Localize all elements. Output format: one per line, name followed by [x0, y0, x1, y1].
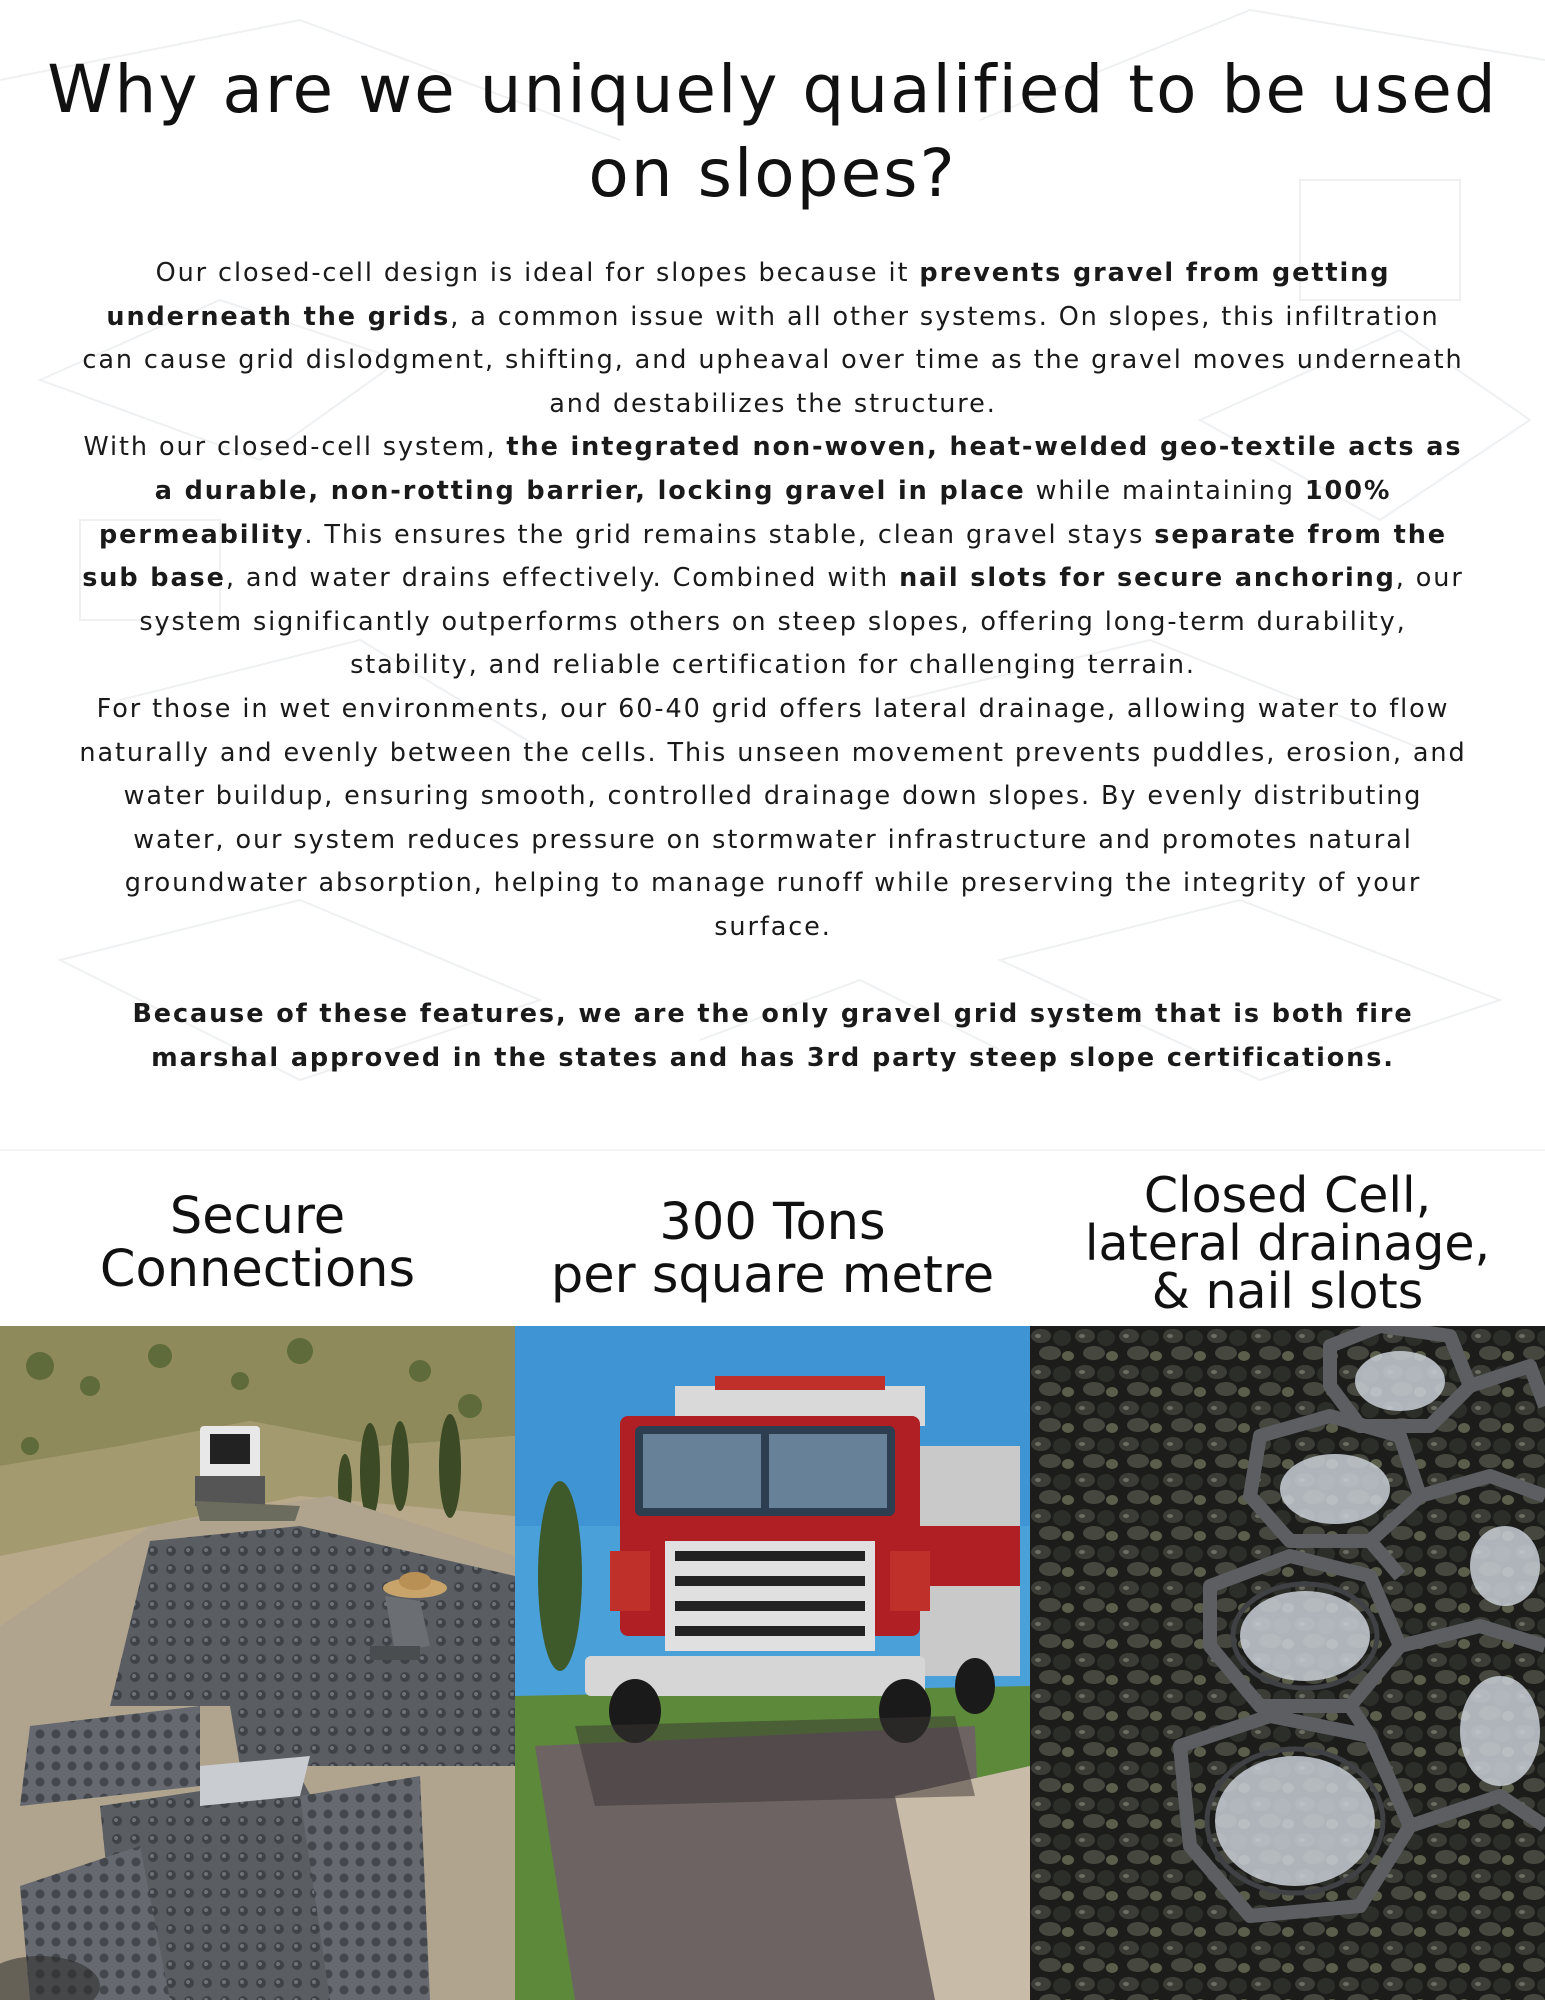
feature-line: Closed Cell, — [1143, 1167, 1432, 1224]
fire-truck-image — [515, 1326, 1030, 2000]
paragraph-spacer — [78, 950, 1468, 994]
feature-title-closed-cell — [1035, 1167, 1540, 1320]
text-span: , and water drains effectively. Combined with — [225, 563, 900, 594]
text-span: Our closed-cell design is ideal for slopes because it — [155, 258, 920, 288]
closed-cell-grid-image — [1030, 1326, 1545, 2000]
text-span: With our closed-cell system, — [83, 432, 507, 463]
text-span: . This ensures the grid remains stable, clean gravel stays — [304, 519, 1155, 550]
page-title: Why are we uniquely qualified to be used on slopes? — [47, 51, 1498, 212]
feature-title-300-tons — [520, 1193, 1025, 1305]
closed-cell-grid-photo — [1030, 1326, 1545, 2000]
feature-line: 300 Tons — [659, 1193, 886, 1252]
bold-phrase: nail slots for secure anchoring — [899, 563, 1396, 594]
feature-line: lateral drainage, — [1084, 1215, 1491, 1272]
feature-line: & nail slots — [1151, 1263, 1424, 1320]
paragraph-slopes — [78, 252, 1468, 426]
text-span: while maintaining — [1025, 475, 1305, 506]
bold-phrase: 100% permeability — [99, 475, 1392, 550]
feature-title-secure-connections — [20, 1187, 495, 1299]
text-span: , our system significantly outperforms others on steep slopes, offering long-term durability, stability, and reliable certification for challenging terrain. — [139, 563, 1464, 681]
feature-line: per square metre — [550, 1246, 995, 1305]
paragraph-closed-cell — [78, 426, 1468, 688]
slope-installation-photo — [0, 1326, 515, 2000]
text-span: , a common issue with all other systems. On slopes, this infiltration can cause grid dislodgment, shifting, and upheaval over time as the gravel moves underneath and destabilizes the structure. — [82, 301, 1464, 419]
bold-phrase: prevents gravel from getting underneath the grids — [106, 258, 1391, 332]
paragraph-wet-environments: For those in wet environments, our 60-40 grid offers lateral drainage, allowing water to flow naturally and evenly between the cells. This unseen movement prevents puddles, erosion, and water buildup, ensuring smooth, controlled drainage down slopes. By evenly distributing water, our system reduces pressure on stormwater infrastructure and promotes natural groundwater absorption, helping to manage runoff while preserving the integrity of your surface. — [79, 693, 1467, 942]
feature-line: Secure — [169, 1187, 346, 1246]
fire-truck-photo — [515, 1326, 1030, 2000]
slope-installation-image — [0, 1326, 515, 2000]
feature-line: Connections — [99, 1240, 416, 1299]
bold-phrase: the integrated non-woven, heat-welded geo-textile acts as a durable, non-rotting barrier, locking gravel in place — [154, 432, 1463, 506]
body-text — [78, 252, 1468, 1080]
closing-statement: Because of these features, we are the only gravel grid system that is both fire marshal approved in the states and has 3rd party steep slope certifications. — [132, 999, 1414, 1073]
bold-phrase: separate from the sub base — [82, 519, 1447, 594]
